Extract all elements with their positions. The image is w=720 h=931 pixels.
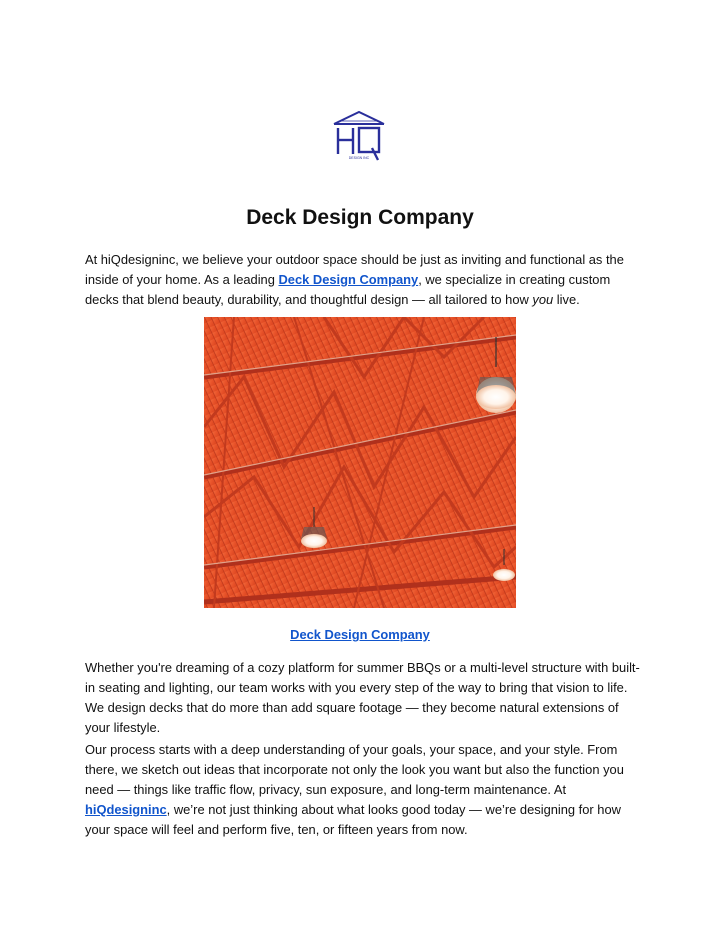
hiqdesigninc-link[interactable]: hiQdesigninc — [85, 802, 167, 817]
intro-text-after: live. — [553, 292, 580, 307]
page-title: Deck Design Company — [246, 206, 474, 229]
process-text-before: Our process starts with a deep understanding of your goals, your space, and your style. From there, we sketch out ideas that incorporate not only the look you want but also the function you need — things like traffic flow, privacy, sun exposure, and long-term maintenance. At — [85, 742, 624, 797]
photo-caption — [0, 627, 720, 642]
svg-text:DESIGN INC: DESIGN INC — [348, 156, 370, 160]
ceiling-photo — [204, 317, 516, 608]
hiq-logo-icon — [331, 110, 387, 164]
paragraph-lifestyle: Whether you're dreaming of a cozy platform for summer BBQs or a multi-level structure with built-in seating and lighting, our team works with you every step of the way to bring that vision to life. We design decks that do more than add square footage — they become natural extensions of your lifestyle. — [85, 660, 640, 735]
ceiling-photo-image — [204, 317, 516, 608]
caption-deck-design-company-link[interactable]: Deck Design Company — [290, 627, 430, 642]
intro-emphasis: you — [532, 292, 554, 307]
paragraph-process — [85, 740, 640, 840]
company-logo — [331, 110, 387, 164]
intro-paragraph — [85, 250, 640, 310]
deck-design-company-link[interactable]: Deck Design Company — [278, 272, 419, 287]
intro-text-before: At hiQdesigninc, we believe your outdoor space should be just as inviting and functional as the inside of your home. As a leading — [85, 252, 624, 287]
process-text-after: , we’re not just thinking about what looks good today — we’re designing for how your space will feel and perform five, ten, or fifteen years from now. — [85, 802, 621, 837]
intro-text-middle: , we specialize in creating custom decks that blend beauty, durability, and thoughtful design — all tailored to how — [85, 272, 611, 307]
